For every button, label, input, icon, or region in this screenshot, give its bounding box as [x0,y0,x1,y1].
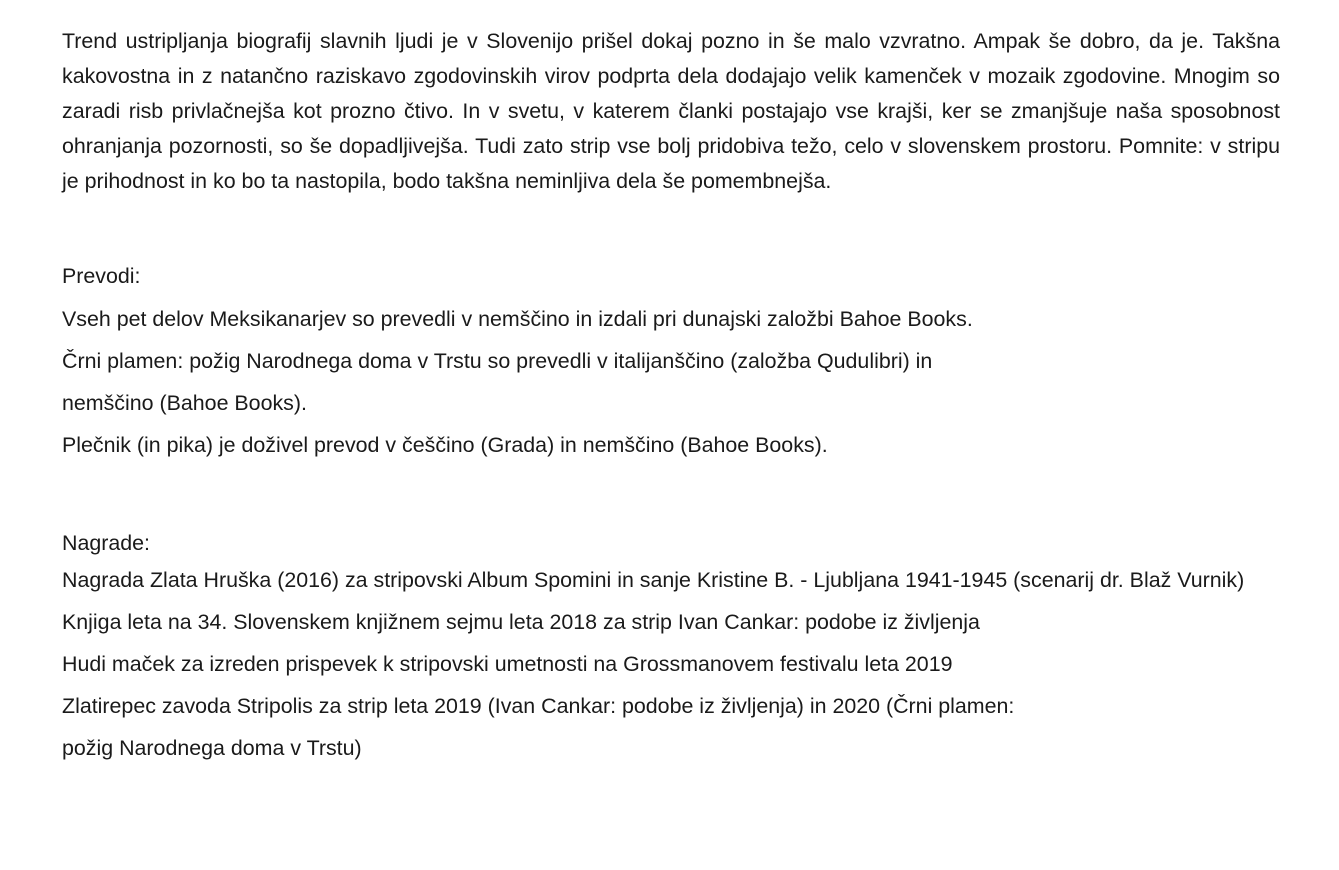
award-item: Hudi maček za izreden prispevek k stripovski umetnosti na Grossmanovem festivalu leta 2019 [62,652,953,676]
translation-item: Plečnik (in pika) je doživel prevod v češčino (Grada) in nemščino (Bahoe Books). [62,433,828,457]
award-item: Nagrada Zlata Hruška (2016) za stripovski Album Spomini in sanje Kristine B. - Ljubljana 1941-1945 (scenarij dr. Blaž Vurnik) [62,568,1245,592]
translations-heading: Prevodi: [62,264,141,288]
award-item: požig Narodnega doma v Trstu) [62,736,362,760]
awards-section [62,526,1280,769]
translation-item: Vseh pet delov Meksikanarjev so prevedli v nemščino in izdali pri dunajski založbi Bahoe Books. [62,307,973,331]
award-item: Knjiga leta na 34. Slovenskem knjižnem sejmu leta 2018 za strip Ivan Cankar: podobe iz življenja [62,610,980,634]
section-spacer [62,199,1280,259]
translation-item: nemščino (Bahoe Books). [62,391,307,415]
section-spacer [62,466,1280,526]
intro-paragraph: Trend ustripljanja biografij slavnih ljudi je v Slovenijo prišel dokaj pozno in še malo vzvratno. Ampak še dobro, da je. Takšna kakovostna in z natančno raziskavo zgodovinskih virov podprta dela dodajajo velik kamenček v mozaik zgodovine. Mnogim so zaradi risb privlačnejša kot prozno čtivo. In v svetu, v katerem članki postajajo vse krajši, ker se zmanjšuje naša sposobnost ohranjanja pozornosti, so še dopadljivejša. Tudi zato strip vse bolj pridobiva težo, celo v slovenskem prostoru. Pomnite: v stripu je prihodnost in ko bo ta nastopila, bodo takšna neminljiva dela še pomembnejša. [62,29,1280,193]
awards-heading: Nagrade: [62,531,150,555]
document-page [62,24,1280,769]
translations-section [62,259,1280,466]
translation-item: Črni plamen: požig Narodnega doma v Trstu so prevedli v italijanščino (založba Qudulibri) in [62,349,933,373]
award-item: Zlatirepec zavoda Stripolis za strip leta 2019 (Ivan Cankar: podobe iz življenja) in 2020 (Črni plamen: [62,694,1015,718]
